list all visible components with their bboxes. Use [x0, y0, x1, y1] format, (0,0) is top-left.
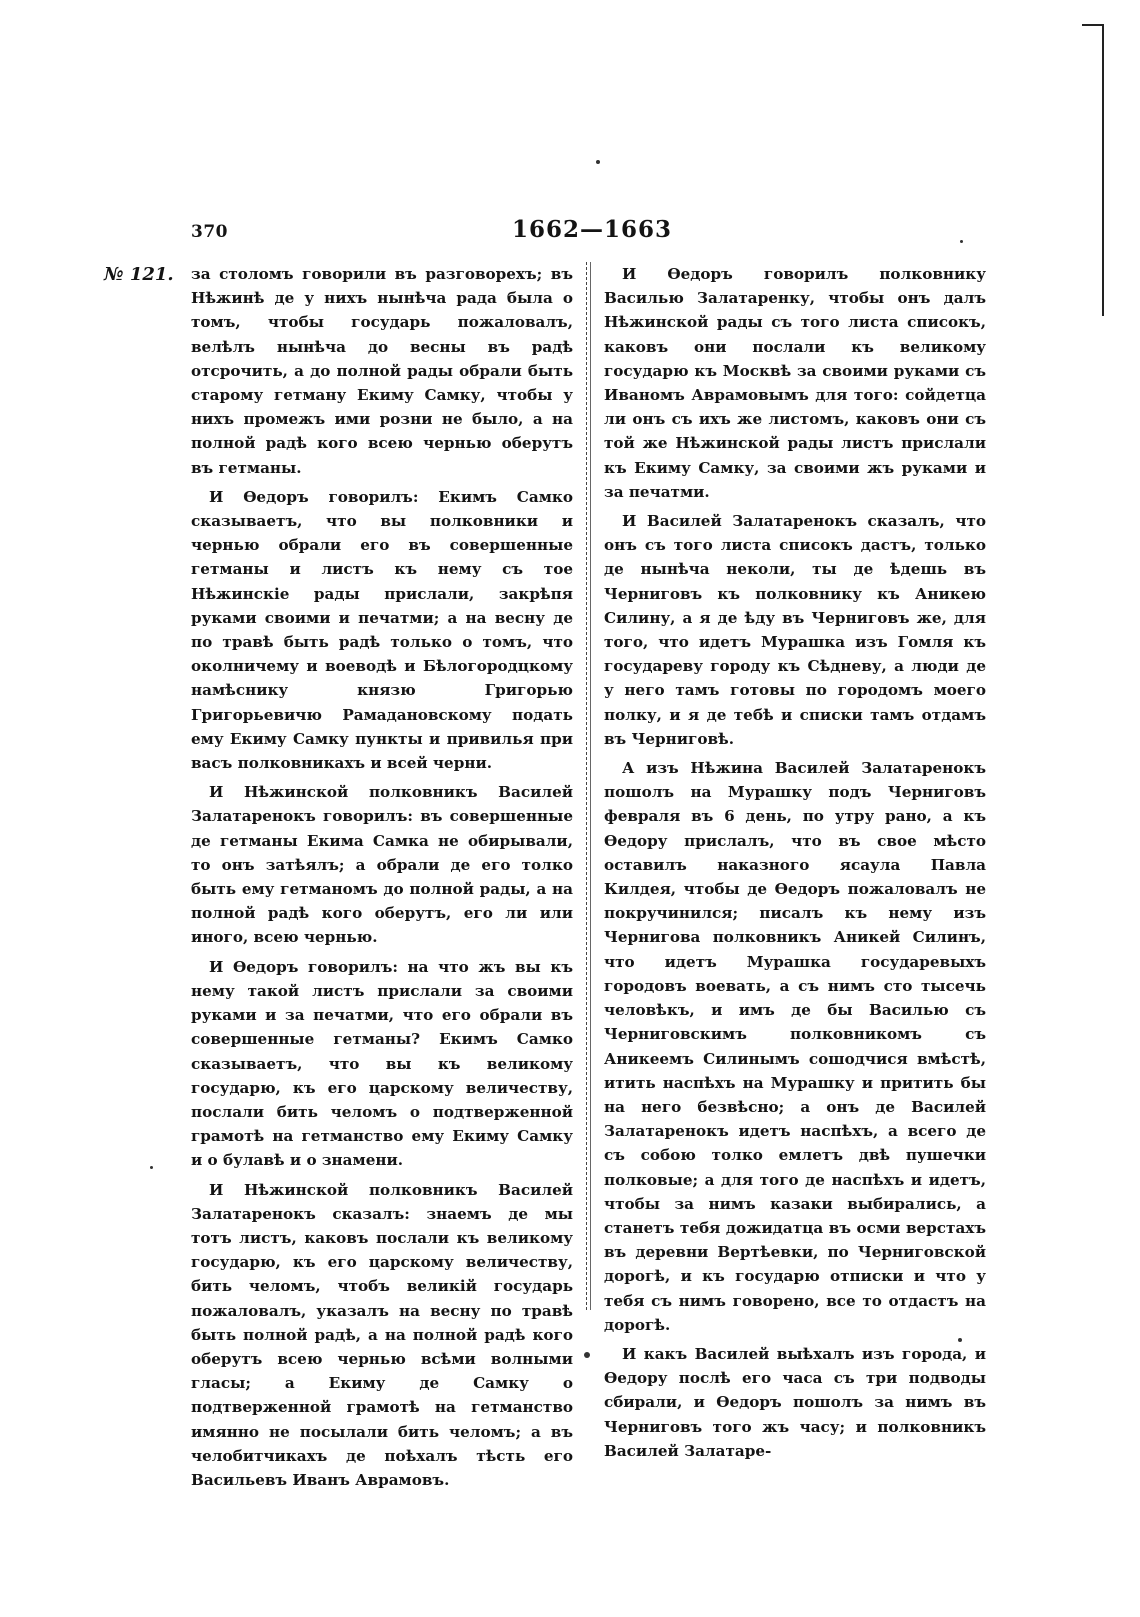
page-number: 370: [191, 222, 228, 242]
paragraph: за столомъ говорили въ разговорехъ; въ Нѣжинѣ де у нихъ нынѣча рада была о томъ, чтобы государь пожаловалъ, велѣлъ нынѣча до весны въ радѣ отсрочить, а до полной рады обрали быть старому гетману Екиму Самку, чтобы у нихъ промежъ ими розни не было, а на полной радѣ кого всею чернью оберутъ въ гетманы.: [191, 265, 573, 477]
print-speck: [960, 240, 963, 243]
paragraph: И Ѳедоръ говорилъ: Екимъ Самко сказываетъ, что вы полковники и чернью обрали его въ совершенные гетманы и листъ къ нему съ тое Нѣжинскіе рады прислали, закрѣпя руками своими и печатми; а на весну де по травѣ быть радѣ только о томъ, что околничему и воеводѣ и Бѣлогородцкому намѣснику князю Григорью Григорьевичю Рамадановскому подать ему Екиму Самку пункты и привилья при васъ полковникахъ и всей черни.: [191, 487, 573, 773]
paragraph: И Василей Залатаренокъ сказалъ, что онъ съ того листа списокъ дастъ, только де нынѣча неколи, ты де ѣдешь въ Черниговъ къ полковнику къ Аникею Силину, а я де ѣду въ Черниговъ же, для того, что идетъ Мурашка изъ Гомля къ государеву городу къ Сѣдневу, а люди де у него тамъ готовы по городомъ моего полку, и я де тебѣ и списки тамъ отдамъ въ Черниговѣ.: [604, 512, 986, 748]
print-speck: [958, 1338, 962, 1342]
left-column: [191, 262, 573, 1497]
print-speck: [596, 160, 600, 164]
paragraph: И Ѳедоръ говорилъ полковнику Василью Залатаренку, чтобы онъ далъ Нѣжинской рады съ того листа списокъ, каковъ они послали къ великому государю къ Москвѣ за своими руками съ Иваномъ Аврамовымъ для того: сойдетца ли онъ съ ихъ же листомъ, каковъ они съ той же Нѣжинской рады листъ прислали къ Екиму Самку, за своими жъ руками и за печатми.: [604, 265, 986, 501]
column-divider: [586, 262, 587, 1310]
paragraph: А изъ Нѣжина Василей Залатаренокъ пошолъ на Мурашку подъ Черниговъ февраля въ 6 день, по утру рано, а къ Ѳедору прислалъ, что въ свое мѣсто оставилъ наказного ясаула Павла Килдея, чтобы де Ѳедоръ пожаловалъ не покручинился; писалъ къ нему изъ Чернигова полковникъ Аникей Силинъ, что идетъ Мурашка государевыхъ городовъ воевать, а съ нимъ сто тысечь человѣкъ, и имъ де бы Василью съ Черниговскимъ полковникомъ съ Аникеемъ Силинымъ сошодчися вмѣстѣ, итить наспѣхъ на Мурашку и притить бы на него безвѣсно; а онъ де Василей Залатаренокъ идетъ наспѣхъ, а всего де съ собою толко емлетъ двѣ пушечки полковые; а для того де наспѣхъ и идетъ, чтобы за нимъ казаки выбирались, а станетъ тебя дожидатца въ осми верстахъ въ деревни Вертѣевки, по Черниговской дорогѣ, и къ государю отписки и что у тебя съ нимъ говорено, все то отдастъ на дорогѣ.: [604, 759, 986, 1334]
column-divider-rule: [590, 262, 591, 1310]
page-edge-mark: [1082, 24, 1104, 316]
document-number: № 121.: [104, 264, 174, 285]
running-head-years: 1662—1663: [512, 216, 673, 243]
paragraph: И Нѣжинской полковникъ Василей Залатаренокъ говорилъ: въ совершенные де гетманы Екима Самка не обирывали, то онъ затѣялъ; а обрали де его толко быть ему гетманомъ до полной рады, а на полной радѣ кого оберутъ, его ли или иного, всею чернью.: [191, 783, 573, 947]
right-column: [604, 262, 986, 1468]
print-speck: [584, 1352, 590, 1358]
paragraph: И Нѣжинской полковникъ Василей Залатаренокъ сказалъ: знаемъ де мы тотъ листъ, каковъ послали къ великому государю, къ его царскому величеству, бить челомъ, чтобъ великій государь пожаловалъ, указалъ на весну по травѣ быть полной радѣ, а на полной радѣ кого оберутъ всею чернью всѣми волными гласы; а Екиму де Самку о подтверженной грамотѣ на гетманство имянно не посылали бить челомъ; а въ челобитчикахъ де поѣхалъ тѣсть его Васильевъ Иванъ Аврамовъ.: [191, 1180, 573, 1489]
paragraph: И какъ Василей выѣхалъ изъ города, и Ѳедору послѣ его часа съ три подводы сбирали, и Ѳедоръ пошолъ за нимъ въ Черниговъ того жъ часу; и полковникъ Василей Залатаре-: [604, 1344, 986, 1460]
paragraph: И Ѳедоръ говорилъ: на что жъ вы къ нему такой листъ прислали за своими руками и за печатми, что его обрали въ совершенные гетманы? Екимъ Самко сказываетъ, что вы къ великому государю, къ его царскому величеству, послали бить челомъ о подтверженной грамотѣ на гетманство ему Екиму Самку и о булавѣ и о знамени.: [191, 957, 573, 1170]
print-speck: [150, 1166, 153, 1169]
